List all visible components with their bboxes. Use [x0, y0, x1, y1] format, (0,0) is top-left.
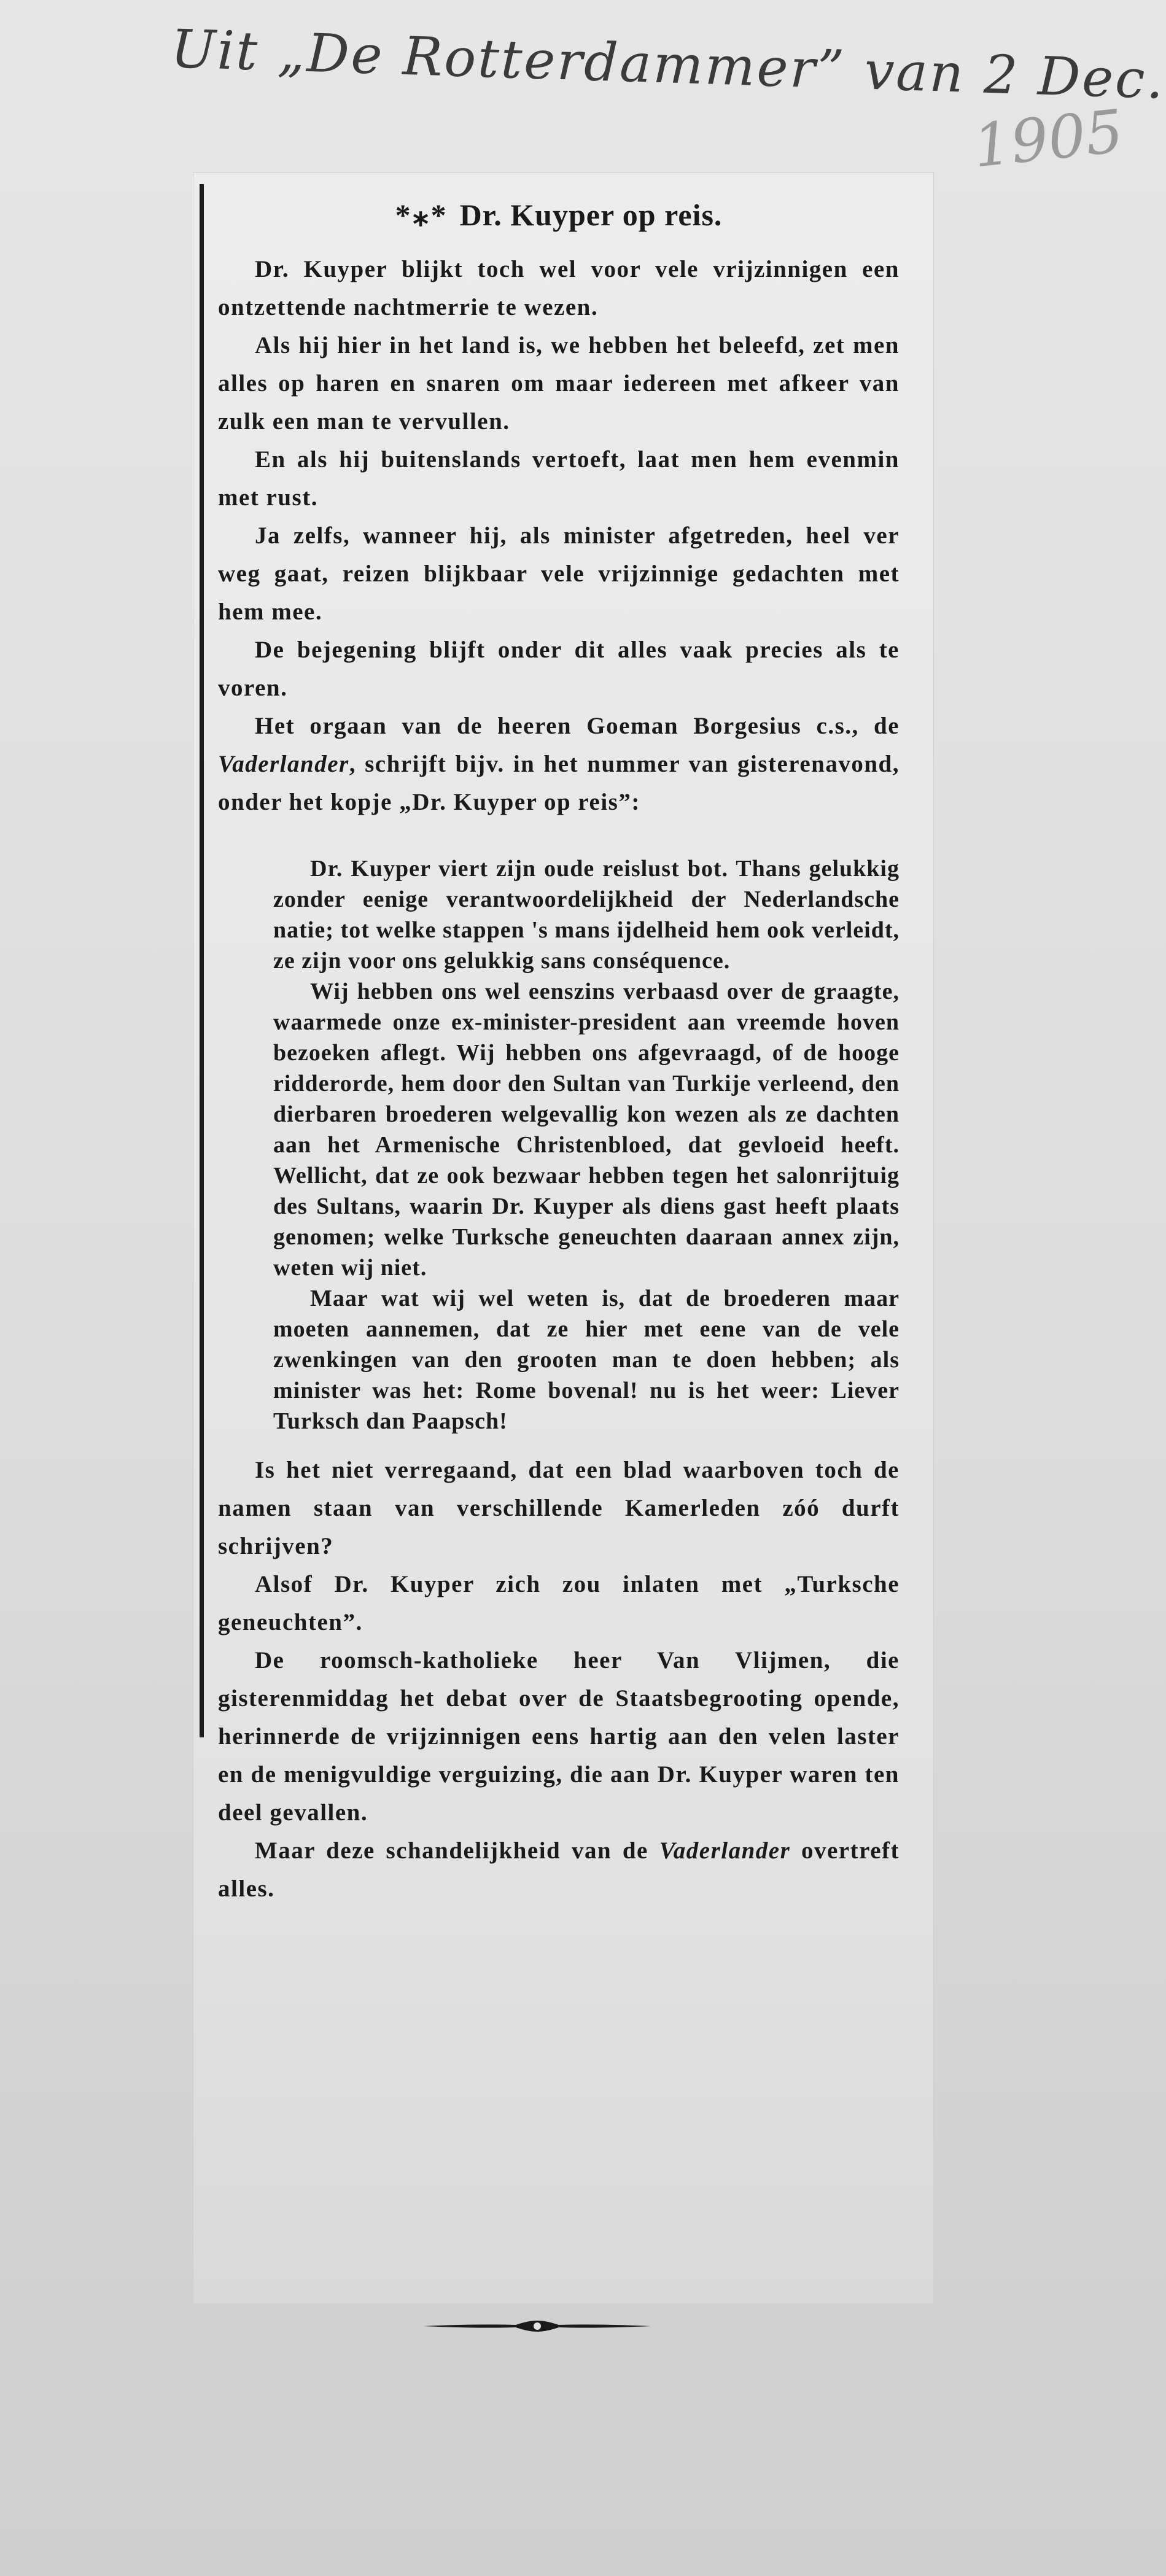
- clipping-edge-line: [200, 184, 204, 1737]
- closing-post: overtreft alles.: [218, 1837, 900, 1902]
- paragraph-vaderlander: [218, 707, 900, 821]
- closing-newspaper-name: Vaderlander: [659, 1837, 791, 1864]
- headline-stars: *⁎*: [395, 198, 449, 232]
- paragraph-after-2: Alsof Dr. Kuyper zich zou inlaten met „Turksche geneuchten”.: [218, 1571, 900, 1635]
- quote-paragraph-2: Wij hebben ons wel eenszins verbaasd over de graagte, waarmede onze ex-minister-president aan vreemde hoven bezoeken aflegt. Wij hebben ons afgevraagd, of de hooge ridderorde, hem door den Sultan van Turkije verleend, den dierbaren broederen welgevallig kon wezen als ze dachten aan het Armenische Christenbloed, dat gevloeid heeft. Wellicht, dat ze ook bezwaar hebben tegen het salonrijtuig des Sultans, waarin Dr. Kuyper als diens gast heeft plaats genomen; welke Turksche geneuchten daaraan annex zijn, weten wij niet.: [273, 979, 900, 1281]
- paragraph-1: Dr. Kuyper blijkt toch wel voor vele vrijzinnigen een ontzettende nachtmerrie te wezen.: [218, 256, 900, 320]
- paragraph-5: De bejegening blijft onder dit alles vaak precies als te voren.: [218, 637, 900, 701]
- closing-paragraph: [218, 1832, 900, 1908]
- handwritten-source-note: Uit „De Rotterdammer” van 2 Dec.: [169, 18, 1166, 111]
- end-ornament-rule: [424, 2318, 651, 2334]
- article-title: Dr. Kuyper op reis.: [459, 198, 723, 232]
- paragraph-3: En als hij buitenslands vertoeft, laat men hem evenmin met rust.: [218, 446, 900, 511]
- quote-paragraph-1: Dr. Kuyper viert zijn oude reislust bot. Thans gelukkig zonder eenige verantwoordelijkheid der Nederlandsche natie; tot welke stappen 's mans ijdelheid hem ook verleidt, ze zijn voor ons gelukkig sans conséquence.: [273, 856, 900, 974]
- paragraph-vaderlander-pre: Het orgaan van de heeren Goeman Borgesius c.s., de: [255, 713, 900, 739]
- quoted-passage: [218, 853, 900, 1437]
- paragraph-2: Als hij hier in het land is, we hebben het beleefd, zet men alles op haren en snaren om maar iedereen met afkeer van zulk een man te vervullen.: [218, 332, 900, 435]
- paragraph-4: Ja zelfs, wanneer hij, als minister afgetreden, heel ver weg gaat, reizen blijkbaar vele vrijzinnige gedachten met hem mee.: [218, 522, 900, 625]
- article-body: [218, 196, 900, 1908]
- newspaper-name: Vaderlander: [218, 751, 349, 777]
- article-conclusion: [218, 1451, 900, 1908]
- handwritten-year: 1905: [970, 96, 1127, 181]
- quote-paragraph-3: Maar wat wij wel weten is, dat de broederen maar moeten aannemen, dat ze hier met eene van de vele zwenkingen van den grooten man te doen hebben; als minister was het: Rome bovenal! nu is het weer: Liever Turksch dan Paapsch!: [273, 1286, 900, 1434]
- paragraph-after-1: Is het niet verregaand, dat een blad waarboven toch de namen staan van verschillende Kamerleden zóó durft schrijven?: [218, 1457, 900, 1559]
- paragraph-after-3: De roomsch-katholieke heer Van Vlijmen, die gisterenmiddag het debat over de Staatsbegrooting opende, herinnerde de vrijzinnigen eens hartig aan den velen laster en de menigvuldige verguizing, die aan Dr. Kuyper waren ten deel gevallen.: [218, 1647, 900, 1826]
- paragraph-vaderlander-post: , schrijft bijv. in het nummer van gisterenavond, onder het kopje „Dr. Kuyper op reis”:: [218, 751, 900, 815]
- closing-pre: Maar deze schandelijkheid van de: [255, 1837, 659, 1864]
- article-headline: [218, 196, 900, 233]
